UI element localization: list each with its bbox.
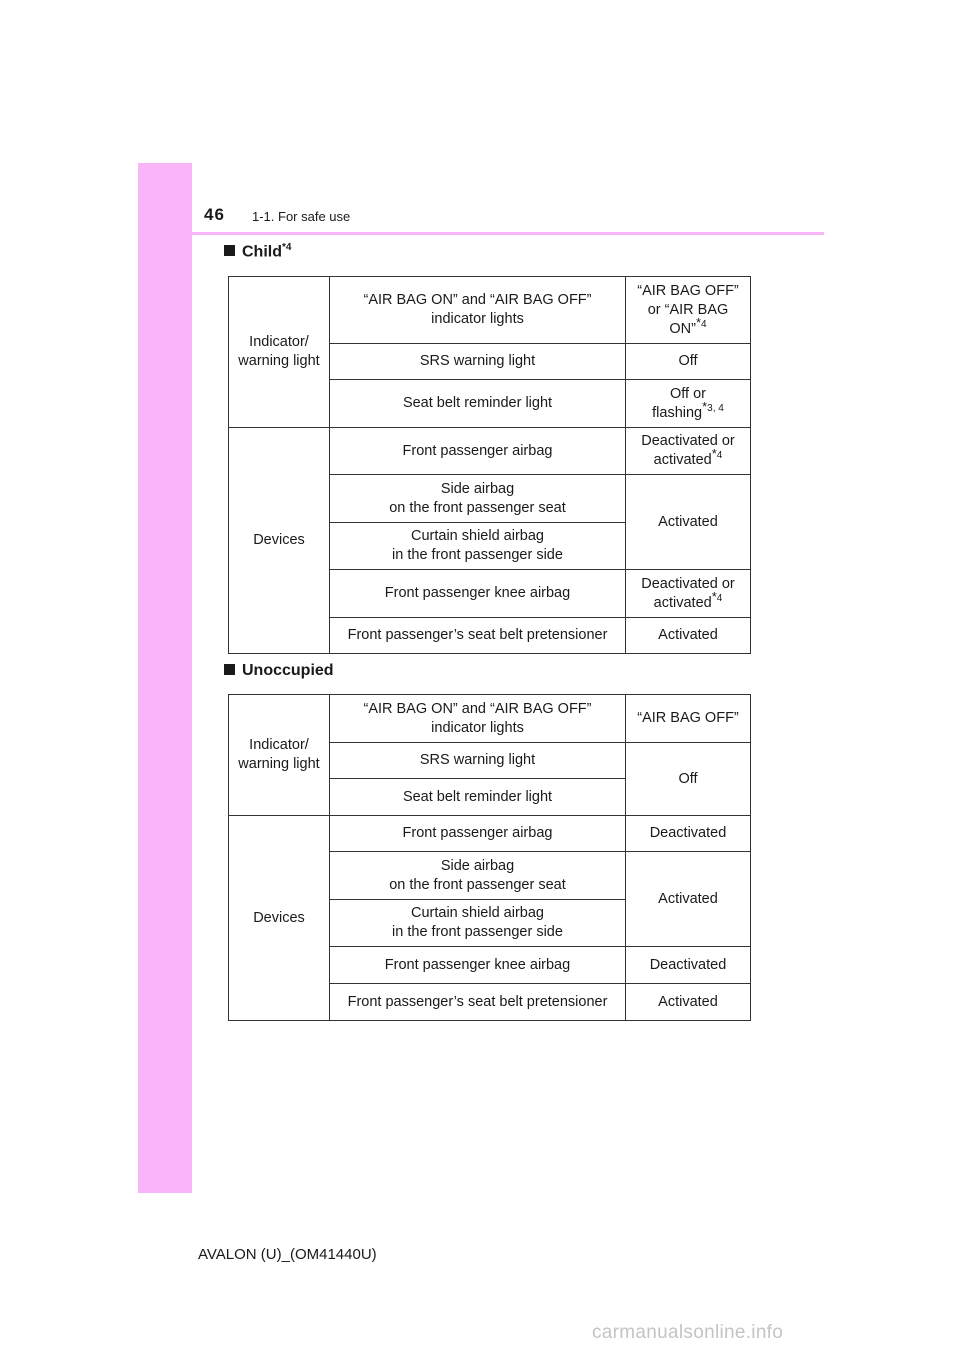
side-airbag-label: Side airbag on the front passenger seat — [330, 475, 626, 523]
srs-label: SRS warning light — [330, 743, 626, 779]
pretensioner-value: Activated — [626, 984, 751, 1021]
knee-airbag-label: Front passenger knee airbag — [330, 947, 626, 984]
front-airbag-value: Deactivated — [626, 816, 751, 852]
side-airbag-label: Side airbag on the front passenger seat — [330, 852, 626, 900]
side-curtain-value: Activated — [626, 475, 751, 570]
airbag-lights-label: “AIR BAG ON” and “AIR BAG OFF” indicator lights — [330, 277, 626, 344]
knee-airbag-value: Deactivated — [626, 947, 751, 984]
header-rule — [138, 232, 824, 235]
front-airbag-label: Front passenger airbag — [330, 816, 626, 852]
indicator-label: Indicator/ warning light — [229, 277, 330, 428]
square-bullet-icon — [224, 664, 235, 675]
indicator-label: Indicator/ warning light — [229, 695, 330, 816]
knee-airbag-label: Front passenger knee airbag — [330, 570, 626, 618]
pretensioner-label: Front passenger’s seat belt pretensioner — [330, 984, 626, 1021]
front-airbag-label: Front passenger airbag — [330, 428, 626, 475]
unoccupied-heading-text: Unoccupied — [242, 662, 334, 679]
srs-value: Off — [626, 344, 751, 380]
seatbelt-label: Seat belt reminder light — [330, 779, 626, 816]
child-heading — [224, 242, 291, 261]
knee-airbag-value: Deactivated or activated*$^4$ — [626, 570, 751, 618]
unoccupied-table — [228, 694, 751, 1021]
square-bullet-icon — [224, 245, 235, 256]
page-number: 46 — [204, 205, 225, 224]
watermark: carmanualsonline.info — [592, 1322, 784, 1343]
child-heading-text: Child — [242, 243, 282, 261]
airbag-lights-value: “AIR BAG OFF” — [626, 695, 751, 743]
side-curtain-value: Activated — [626, 852, 751, 947]
table-row — [229, 695, 751, 743]
srs-label: SRS warning light — [330, 344, 626, 380]
seatbelt-label: Seat belt reminder light — [330, 380, 626, 428]
curtain-airbag-label: Curtain shield airbag in the front passenger side — [330, 523, 626, 570]
side-tab-bar — [138, 163, 192, 1193]
child-heading-note: *4 — [282, 242, 292, 253]
table-row — [229, 428, 751, 475]
table-row — [229, 277, 751, 344]
airbag-lights-label: “AIR BAG ON” and “AIR BAG OFF” indicator lights — [330, 695, 626, 743]
curtain-airbag-label: Curtain shield airbag in the front passenger side — [330, 900, 626, 947]
table-row — [229, 816, 751, 852]
unoccupied-heading — [224, 662, 334, 680]
seatbelt-value: Off or flashing*$^{3, 4}$ — [626, 380, 751, 428]
section-title: 1-1. For safe use — [252, 209, 351, 224]
front-airbag-value: Deactivated or activated*$^4$ — [626, 428, 751, 475]
footer-model: AVALON (U)_(OM41440U) — [198, 1246, 377, 1263]
child-table — [228, 276, 751, 654]
srs-seatbelt-value: Off — [626, 743, 751, 816]
devices-label: Devices — [229, 428, 330, 654]
devices-label: Devices — [229, 816, 330, 1021]
airbag-lights-value: “AIR BAG OFF” or “AIR BAG ON”*$^4$ — [626, 277, 751, 344]
pretensioner-label: Front passenger’s seat belt pretensioner — [330, 618, 626, 654]
pretensioner-value: Activated — [626, 618, 751, 654]
